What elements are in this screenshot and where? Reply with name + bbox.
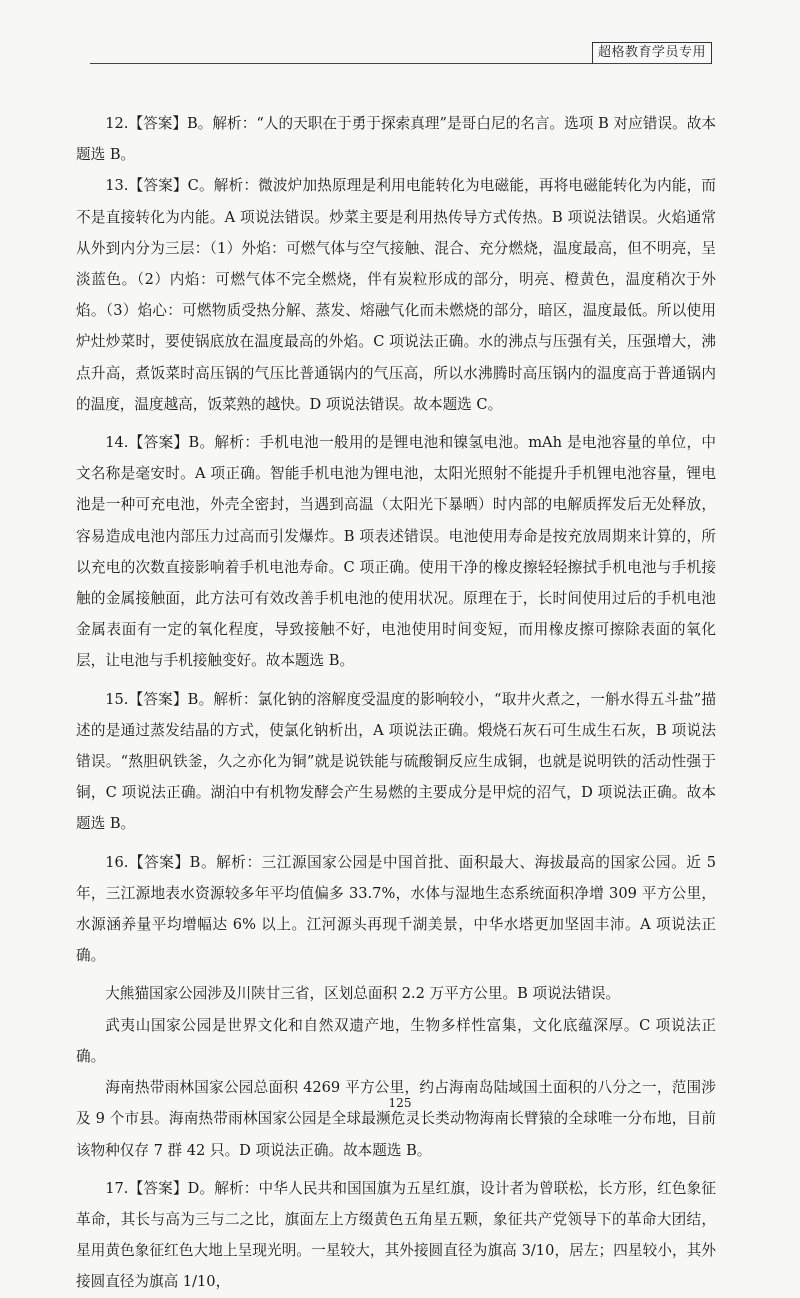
- exclusive-use-badge: 超格教育学员专用: [592, 42, 712, 64]
- answer-13: 13.【答案】C。解析：微波炉加热原理是利用电能转化为电磁能，再将电磁能转化为内能，而不是直接转化为内能。A 项说法错误。炒菜主要是利用热传导方式传热。B 项说法错误。火焰通常从外到内分为三层：（1）外焰：可燃气体与空气接触、混合、充分燃烧，温度最高，但不明亮，呈淡蓝色。（2）内焰：可燃气体不完全燃烧，伴有炭粒形成的部分，明亮、橙黄色，温度稍次于外焰。（3）焰心：可燃物质受热分解、蒸发、熔融气化而未燃烧的部分，暗区，温度最低。所以使用炉灶炒菜时，要使锅底放在温度最高的外焰。C 项说法正确。水的沸点与压强有关，压强增大，沸点升高，煮饭菜时高压锅的气压比普通锅内的气压高，所以水沸腾时高压锅内的温度高于普通锅内的温度，温度越高，饭菜熟的越快。D 项说法错误。故本题选 C。: [76, 177, 716, 413]
- page-number: 125: [388, 1096, 412, 1110]
- answer-16-panda-park: 大熊猫国家公园涉及川陕甘三省，区划总面积 2.2 万平方公里。B 项说法错误。: [105, 985, 621, 1003]
- answer-16: 16.【答案】B。解析：三江源国家公园是中国首批、面积最大、海拔最高的国家公园。近 5 年，三江源地表水资源较多年平均值偏多 33.7%，水体与湿地生态系统面积净增 309 平方公里，水源涵养量平均增幅达 6% 以上。江河源头再现千湖美景，中华水塔更加坚固丰沛。A 项说法正确。: [76, 853, 716, 965]
- answer-explanations: [76, 108, 716, 1298]
- answer-14: 14.【答案】B。解析：手机电池一般用的是锂电池和镍氢电池。mAh 是电池容量的单位，中文名称是毫安时。A 项正确。智能手机电池为锂电池，太阳光照射不能提升手机锂电池容量，锂电池是一种可充电池，外壳全密封，当遇到高温（太阳光下暴晒）时内部的电解质挥发后无处释放，容易造成电池内部压力过高而引发爆炸。B 项表述错误。电池使用寿命是按充放周期来计算的，所以充电的次数直接影响着手机电池寿命。C 项正确。使用干净的橡皮擦轻轻擦拭手机电池与手机接触的金属接触面，此方法可有效改善手机电池的使用状况。原理在于，长时间使用过后的手机电池金属表面有一定的氧化程度，导致接触不好，电池使用时间变短，而用橡皮擦可擦除表面的氧化层，让电池与手机接触变好。故本题选 B。: [76, 434, 716, 670]
- header-rule: [90, 63, 710, 64]
- answer-16-wuyishan-park: 武夷山国家公园是世界文化和自然双遗产地，生物多样性富集，文化底蕴深厚。C 项说法正确。: [76, 1016, 716, 1065]
- answer-16-hainan-park: 海南热带雨林国家公园总面积 4269 平方公里，约占海南岛陆域国土面积的八分之一，范围涉及 9 个市县。海南热带雨林国家公园是全球最濒危灵长类动物海南长臂猿的全球唯一分布地，目前该物种仅存 7 群 42 只。D 项说法正确。故本题选 B。: [76, 1079, 716, 1159]
- answer-17: 17.【答案】D。解析：中华人民共和国国旗为五星红旗，设计者为曾联松，长方形，红色象征革命，其长与高为三与二之比，旗面左上方缀黄色五角星五颗，象征共产党领导下的革命大团结，星用黄色象征红色大地上呈现光明。一星较大，其外接圆直径为旗高 3/10，居左；四星较小，其外接圆直径为旗高 1/10，: [76, 1179, 716, 1291]
- answer-15: 15.【答案】B。解析：氯化钠的溶解度受温度的影响较小，“取井火煮之，一斛水得五斗盐”描述的是通过蒸发结晶的方式，使氯化钠析出，A 项说法正确。煅烧石灰石可生成生石灰，B 项说法错误。“熬胆矾铁釜，久之亦化为铜”就是说铁能与硫酸铜反应生成铜，也就是说明铁的活动性强于铜，C 项说法正确。湖泊中有机物发酵会产生易燃的主要成分是甲烷的沼气，D 项说法正确。故本题选 B。: [76, 690, 716, 833]
- answer-12: 12.【答案】B。解析：“人的天职在于勇于探索真理”是哥白尼的名言。选项 B 对应错误。故本题选 B。: [76, 115, 716, 164]
